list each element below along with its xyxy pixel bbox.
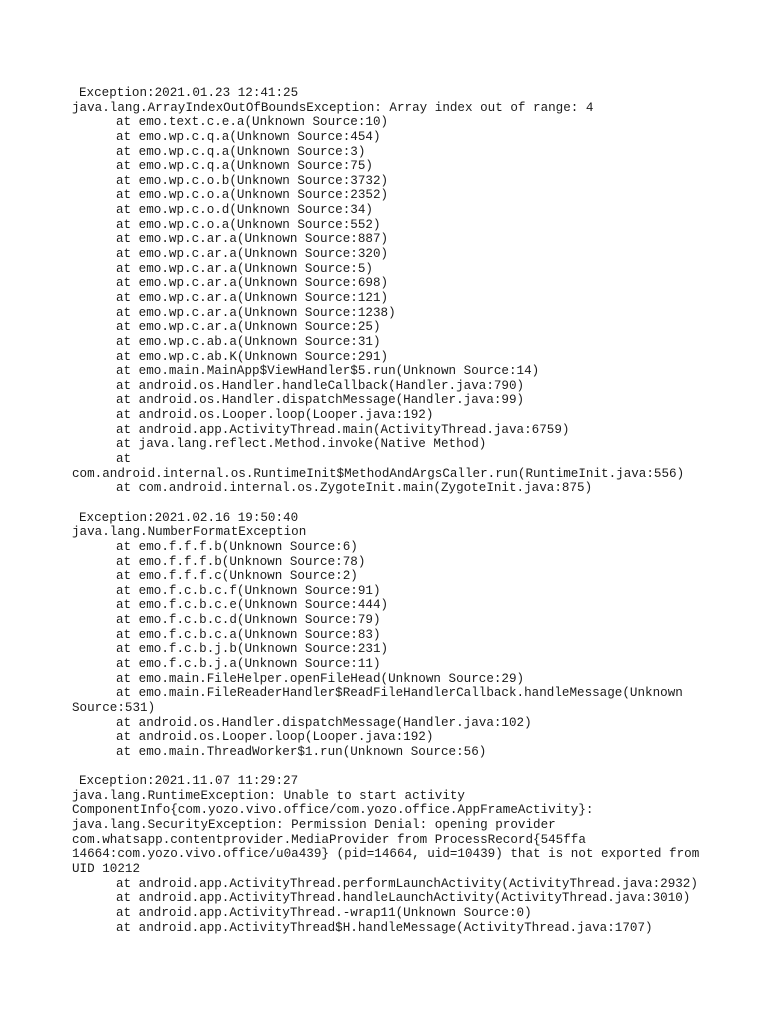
- stack-frame: at emo.f.c.b.c.e(Unknown Source:444): [116, 598, 389, 613]
- stack-frame: at android.app.ActivityThread.handleLaunchActivity(ActivityThread.java:3010): [116, 891, 691, 906]
- stack-frame: at emo.main.FileReaderHandler$ReadFileHandlerCallback.handleMessage(Unknown: [116, 686, 683, 701]
- stack-frame: at android.os.Handler.dispatchMessage(Handler.java:99): [116, 393, 525, 408]
- stack-frame: at emo.wp.c.ab.a(Unknown Source:31): [116, 334, 381, 349]
- stack-frame: at emo.main.ThreadWorker$1.run(Unknown Source:56): [116, 744, 487, 759]
- stack-frame: at emo.f.c.b.j.a(Unknown Source:11): [116, 656, 381, 671]
- stack-frame-continuation: com.android.internal.os.RuntimeInit$MethodAndArgsCaller.run(RuntimeInit.java:556): [72, 466, 685, 481]
- stack-frame: at android.app.ActivityThread.-wrap11(Unknown Source:0): [116, 905, 532, 920]
- stack-frame: at com.android.internal.os.ZygoteInit.main(ZygoteInit.java:875): [116, 481, 593, 496]
- stack-frame: at emo.wp.c.q.a(Unknown Source:454): [116, 129, 381, 144]
- stack-frame-continuation: Source:531): [72, 700, 156, 715]
- stack-frame: at emo.wp.c.q.a(Unknown Source:3): [116, 144, 366, 159]
- stack-frame: at android.app.ActivityThread$H.handleMessage(ActivityThread.java:1707): [116, 920, 653, 935]
- stack-frame: at emo.wp.c.ar.a(Unknown Source:121): [116, 290, 389, 305]
- exception-message: 14664:com.yozo.vivo.office/u0a439} (pid=14664, uid=10439) that is not exported from: [72, 847, 700, 862]
- stack-frame: at android.os.Handler.handleCallback(Handler.java:790): [116, 378, 525, 393]
- log-entry: [72, 86, 752, 496]
- stack-frame: at android.os.Looper.loop(Looper.java:192): [116, 730, 434, 745]
- exception-message: ComponentInfo{com.yozo.vivo.office/com.yozo.office.AppFrameActivity}:: [72, 803, 594, 818]
- stack-frame: at android.os.Handler.dispatchMessage(Handler.java:102): [116, 715, 532, 730]
- exception-message: java.lang.NumberFormatException: [72, 525, 307, 540]
- stack-frame: at emo.f.f.f.b(Unknown Source:78): [116, 554, 366, 569]
- exception-message: UID 10212: [72, 861, 141, 876]
- stack-frame: at android.app.ActivityThread.performLaunchActivity(ActivityThread.java:2932): [116, 876, 698, 891]
- stack-frame: at emo.f.c.b.j.b(Unknown Source:231): [116, 642, 389, 657]
- stack-frame: at emo.wp.c.ab.K(Unknown Source:291): [116, 349, 389, 364]
- stack-frame: at emo.wp.c.ar.a(Unknown Source:698): [116, 276, 389, 291]
- stack-frame: at emo.wp.c.o.d(Unknown Source:34): [116, 203, 373, 218]
- stack-frame: at android.app.ActivityThread.main(ActivityThread.java:6759): [116, 422, 570, 437]
- exception-message: java.lang.ArrayIndexOutOfBoundsException: Array index out of range: 4: [72, 100, 594, 115]
- stack-frame: at emo.wp.c.ar.a(Unknown Source:5): [116, 261, 373, 276]
- log-entry: [72, 774, 752, 935]
- exception-header: Exception:2021.01.23 12:41:25: [79, 86, 299, 100]
- stack-frame: at emo.wp.c.o.b(Unknown Source:3732): [116, 173, 389, 188]
- log-entry: [72, 511, 752, 760]
- stack-frame: at android.os.Looper.loop(Looper.java:192): [116, 408, 434, 423]
- stack-frame: at emo.f.c.b.c.d(Unknown Source:79): [116, 613, 381, 628]
- stack-frame: at java.lang.reflect.Method.invoke(Native Method): [116, 437, 487, 452]
- exception-header: Exception:2021.11.07 11:29:27: [79, 774, 299, 789]
- stack-frame: at emo.f.c.b.c.a(Unknown Source:83): [116, 627, 381, 642]
- log-document: [72, 86, 752, 950]
- stack-frame: at emo.main.MainApp$ViewHandler$5.run(Unknown Source:14): [116, 364, 540, 379]
- stack-frame: at emo.wp.c.ar.a(Unknown Source:320): [116, 247, 389, 262]
- exception-message: java.lang.RuntimeException: Unable to start activity: [72, 788, 465, 803]
- stack-frame: at emo.wp.c.q.a(Unknown Source:75): [116, 159, 373, 174]
- stack-frame: at emo.text.c.e.a(Unknown Source:10): [116, 115, 389, 130]
- stack-frame: at emo.wp.c.ar.a(Unknown Source:25): [116, 320, 381, 335]
- stack-frame: at emo.main.FileHelper.openFileHead(Unknown Source:29): [116, 671, 525, 686]
- exception-message: com.whatsapp.contentprovider.MediaProvider from ProcessRecord{545ffa: [72, 832, 586, 847]
- stack-frame: at emo.f.c.b.c.f(Unknown Source:91): [116, 583, 381, 598]
- stack-frame: at: [116, 452, 132, 467]
- stack-frame: at emo.wp.c.o.a(Unknown Source:2352): [116, 188, 389, 203]
- stack-frame: at emo.f.f.f.b(Unknown Source:6): [116, 539, 358, 554]
- stack-frame: at emo.wp.c.o.a(Unknown Source:552): [116, 217, 381, 232]
- stack-frame: at emo.wp.c.ar.a(Unknown Source:887): [116, 232, 389, 247]
- stack-frame: at emo.f.f.f.c(Unknown Source:2): [116, 569, 358, 584]
- exception-header: Exception:2021.02.16 19:50:40: [79, 510, 299, 525]
- exception-message: java.lang.SecurityException: Permission Denial: opening provider: [72, 818, 556, 833]
- stack-frame: at emo.wp.c.ar.a(Unknown Source:1238): [116, 305, 396, 320]
